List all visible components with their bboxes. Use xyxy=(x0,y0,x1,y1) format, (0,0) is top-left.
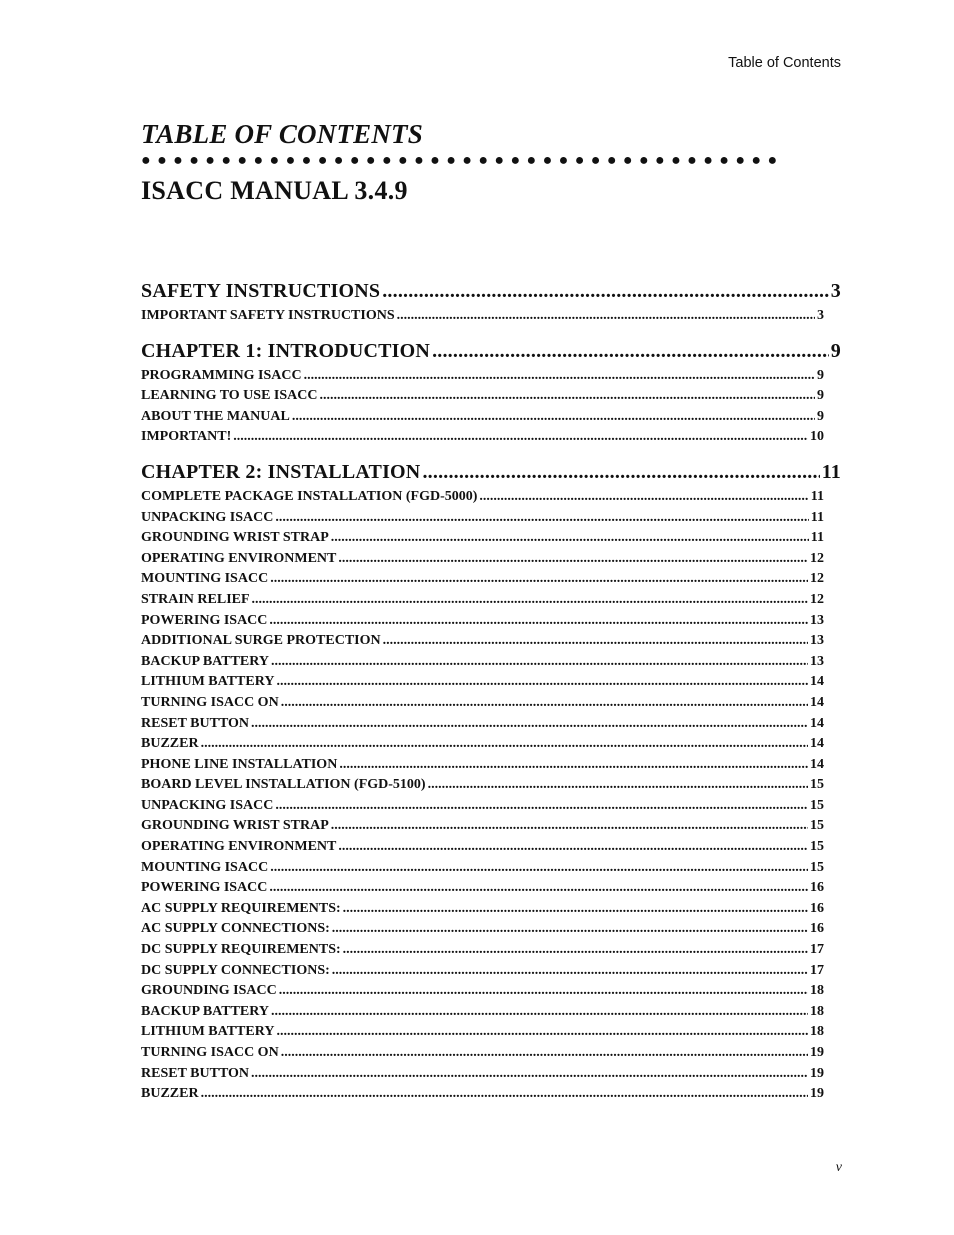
dot-leader xyxy=(276,672,808,693)
toc-entry[interactable] xyxy=(141,775,824,796)
dot-leader xyxy=(339,755,808,776)
toc-entry[interactable] xyxy=(141,940,824,961)
toc-entry-page: 17 xyxy=(810,942,824,958)
toc-chapter-title: SAFETY INSTRUCTIONS xyxy=(141,280,381,302)
toc-entry-page: 9 xyxy=(817,408,824,424)
toc-entry-label: LEARNING TO USE ISACC xyxy=(141,388,318,404)
dot-leader xyxy=(432,336,829,366)
toc-entry-label: POWERING ISACC xyxy=(141,880,268,896)
toc-entry[interactable] xyxy=(141,487,824,508)
toc-entry[interactable] xyxy=(141,631,824,652)
toc-entry-label: AC SUPPLY REQUIREMENTS: xyxy=(141,900,341,916)
toc-entry-label: BACKUP BATTERY xyxy=(141,653,269,669)
toc-entry-page: 12 xyxy=(810,571,824,587)
toc-entry-page: 9 xyxy=(817,388,824,404)
toc-entry-page: 10 xyxy=(810,429,824,445)
dot-leader xyxy=(382,276,829,306)
toc-entry-label: LITHIUM BATTERY xyxy=(141,674,275,690)
toc-chapter-page: 9 xyxy=(830,339,841,362)
toc-entry[interactable] xyxy=(141,878,824,899)
manual-subtitle: ISACC MANUAL 3.4.9 xyxy=(141,176,408,205)
dot-leader xyxy=(479,487,808,508)
toc-entry-page: 11 xyxy=(810,488,824,504)
dot-leader xyxy=(251,1064,808,1085)
dot-leader xyxy=(428,775,808,796)
dotted-rule: ●●●●●●●●●●●●●●●●●●●●●●●●●●●●●●●●●●●●●●●● xyxy=(141,152,784,169)
running-header: Table of Contents xyxy=(728,55,841,71)
toc-entry-page: 13 xyxy=(810,633,824,649)
toc-entry[interactable] xyxy=(141,837,824,858)
toc-entry-label: DC SUPPLY CONNECTIONS: xyxy=(141,962,330,978)
toc-entry-page: 12 xyxy=(810,550,824,566)
toc-entry-label: IMPORTANT! xyxy=(141,429,232,445)
toc-entry-page: 3 xyxy=(817,308,824,323)
title-block xyxy=(141,116,821,208)
toc-chapter-entry[interactable] xyxy=(141,457,841,487)
dot-leader xyxy=(343,899,808,920)
page-number: v xyxy=(835,1160,842,1175)
toc-entry[interactable] xyxy=(141,306,824,327)
toc-entry-page: 11 xyxy=(810,530,824,546)
toc-entry[interactable] xyxy=(141,528,824,549)
toc-entry-page: 15 xyxy=(810,818,824,834)
toc-entry[interactable] xyxy=(141,611,824,632)
dot-leader xyxy=(319,386,815,407)
toc-entry-page: 13 xyxy=(810,653,824,669)
toc-entry-label: GROUNDING ISACC xyxy=(141,983,277,999)
toc-entry-label: RESET BUTTON xyxy=(141,1065,250,1081)
dot-leader xyxy=(332,961,808,982)
toc-entry[interactable] xyxy=(141,693,824,714)
toc-entry-page: 18 xyxy=(810,983,824,999)
toc-entry-page: 16 xyxy=(810,921,824,937)
dot-leader xyxy=(270,858,808,879)
dot-leader xyxy=(304,366,815,387)
toc-entry-page: 15 xyxy=(810,839,824,855)
toc-entry[interactable] xyxy=(141,1064,824,1085)
dot-leader xyxy=(338,549,808,570)
toc-chapter-page: 3 xyxy=(830,280,841,302)
toc-entry-label: DC SUPPLY REQUIREMENTS: xyxy=(141,942,341,958)
toc-entry-label: UNPACKING ISACC xyxy=(141,797,274,813)
toc-entry-label: BUZZER xyxy=(141,736,199,752)
dot-leader xyxy=(251,714,808,735)
dot-leader xyxy=(201,1084,808,1105)
toc-entry-page: 16 xyxy=(810,880,824,896)
toc-entry-label: MOUNTING ISACC xyxy=(141,859,269,875)
dot-leader xyxy=(271,652,808,673)
toc-entry-page: 14 xyxy=(810,694,824,710)
toc-entry-page: 19 xyxy=(810,1045,824,1060)
toc-entry-page: 14 xyxy=(810,756,824,772)
toc-entry-label: PHONE LINE INSTALLATION xyxy=(141,756,338,772)
toc-entry-page: 18 xyxy=(810,1003,824,1019)
toc-entry-page: 12 xyxy=(810,591,824,607)
toc-entry-label: TURNING ISACC ON xyxy=(141,694,279,710)
toc-entry[interactable] xyxy=(141,386,824,407)
dot-leader xyxy=(292,407,815,428)
toc-entry[interactable] xyxy=(141,816,824,837)
toc-entry[interactable] xyxy=(141,672,824,693)
toc-entry-page: 14 xyxy=(810,674,824,690)
toc-entry-label: STRAIN RELIEF xyxy=(141,591,250,607)
toc-entry[interactable] xyxy=(141,590,824,611)
toc-entry[interactable] xyxy=(141,1084,824,1105)
toc-entry[interactable] xyxy=(141,508,824,529)
toc-entry[interactable] xyxy=(141,899,824,920)
dot-leader xyxy=(233,427,808,448)
toc-entry[interactable] xyxy=(141,569,824,590)
toc-entry-page: 14 xyxy=(810,715,824,731)
toc-entry-label: UNPACKING ISACC xyxy=(141,509,274,525)
page-title: TABLE OF CONTENTS xyxy=(141,119,423,149)
toc-entry-page: 15 xyxy=(810,859,824,875)
toc-entry-page: 14 xyxy=(810,736,824,752)
toc-chapter-title: CHAPTER 1: INTRODUCTION xyxy=(141,339,431,362)
toc-entry-label: POWERING ISACC xyxy=(141,612,268,628)
toc-entry-label: ADDITIONAL SURGE PROTECTION xyxy=(141,633,381,649)
toc-entry-label: PROGRAMMING ISACC xyxy=(141,367,302,383)
toc-entry[interactable] xyxy=(141,366,824,387)
toc-section xyxy=(141,457,841,1105)
dot-leader xyxy=(331,816,808,837)
dot-leader xyxy=(275,796,808,817)
toc-section xyxy=(141,276,841,327)
toc-entry-label: BACKUP BATTERY xyxy=(141,1003,269,1019)
toc-entry-label: LITHIUM BATTERY xyxy=(141,1024,275,1040)
toc-entry-label: BUZZER xyxy=(141,1086,199,1102)
toc-entry[interactable] xyxy=(141,407,824,428)
toc-entry-label: TURNING ISACC ON xyxy=(141,1045,279,1060)
dot-leader xyxy=(338,837,808,858)
dot-leader xyxy=(269,878,808,899)
toc-entry-label: GROUNDING WRIST STRAP xyxy=(141,818,329,834)
toc-entry-label: OPERATING ENVIRONMENT xyxy=(141,550,337,566)
dot-leader xyxy=(201,734,808,755)
dot-leader xyxy=(343,940,808,961)
toc-chapter-entry[interactable] xyxy=(141,276,841,306)
toc-entry-page: 9 xyxy=(817,367,824,383)
toc-entry-page: 18 xyxy=(810,1024,824,1040)
dot-leader xyxy=(275,508,808,529)
toc-section xyxy=(141,336,841,448)
toc-entry[interactable] xyxy=(141,427,824,448)
toc-entry-label: COMPLETE PACKAGE INSTALLATION (FGD-5000) xyxy=(141,488,478,504)
toc-chapter-title: CHAPTER 2: INSTALLATION xyxy=(141,460,421,483)
dot-leader xyxy=(269,611,808,632)
toc-entry-label: ABOUT THE MANUAL xyxy=(141,408,290,424)
toc-chapter-page: 11 xyxy=(821,460,841,483)
toc-entry[interactable] xyxy=(141,652,824,673)
toc-entry[interactable] xyxy=(141,734,824,755)
toc-entry[interactable] xyxy=(141,961,824,982)
toc-entry-page: 11 xyxy=(810,509,824,525)
toc-entry-page: 15 xyxy=(810,777,824,793)
toc-entry-label: MOUNTING ISACC xyxy=(141,571,269,587)
dot-leader xyxy=(279,981,808,1002)
toc-entry[interactable] xyxy=(141,755,824,776)
dot-leader xyxy=(331,528,809,549)
dot-leader xyxy=(422,457,819,487)
toc-entry-page: 19 xyxy=(810,1086,824,1102)
toc-entry-label: AC SUPPLY CONNECTIONS: xyxy=(141,921,330,937)
toc-entry[interactable] xyxy=(141,981,824,1002)
table-of-contents xyxy=(141,276,841,1114)
toc-entry-label: BOARD LEVEL INSTALLATION (FGD-5100) xyxy=(141,777,426,793)
toc-entry-page: 15 xyxy=(810,797,824,813)
toc-entry[interactable] xyxy=(141,796,824,817)
toc-entry[interactable] xyxy=(141,1022,824,1043)
toc-entry-label: GROUNDING WRIST STRAP xyxy=(141,530,329,546)
toc-entry-page: 13 xyxy=(810,612,824,628)
toc-entry[interactable] xyxy=(141,858,824,879)
toc-entry-label: RESET BUTTON xyxy=(141,715,250,731)
toc-entry[interactable] xyxy=(141,714,824,735)
toc-entry-page: 16 xyxy=(810,900,824,916)
dot-leader xyxy=(276,1022,808,1043)
toc-entry[interactable] xyxy=(141,1043,824,1064)
toc-entry[interactable] xyxy=(141,1002,824,1023)
toc-chapter-entry[interactable] xyxy=(141,336,841,366)
toc-entry[interactable] xyxy=(141,919,824,940)
toc-entry-page: 17 xyxy=(810,962,824,978)
dot-leader xyxy=(397,306,815,327)
toc-entry-label: IMPORTANT SAFETY INSTRUCTIONS xyxy=(141,308,395,323)
dot-leader xyxy=(271,1002,808,1023)
dot-leader xyxy=(252,590,808,611)
dot-leader xyxy=(281,693,808,714)
dot-leader xyxy=(332,919,808,940)
dot-leader xyxy=(281,1043,808,1064)
toc-entry-page: 19 xyxy=(810,1065,824,1081)
toc-entry-label: OPERATING ENVIRONMENT xyxy=(141,839,337,855)
dot-leader xyxy=(270,569,808,590)
dot-leader xyxy=(383,631,808,652)
toc-entry[interactable] xyxy=(141,549,824,570)
